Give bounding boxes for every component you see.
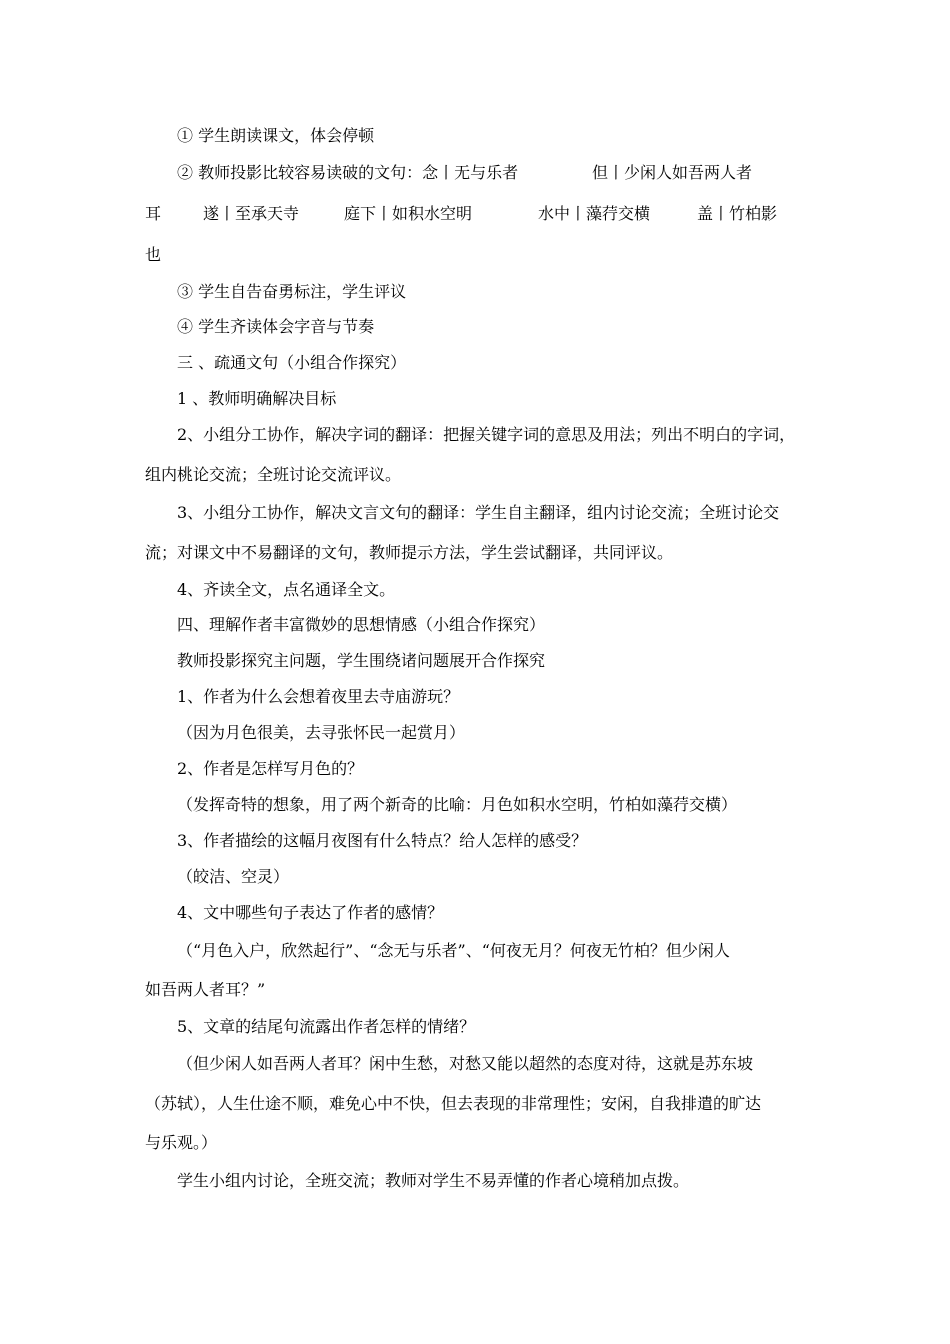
section-3-heading: 三 、疏通文句（小组合作探究）	[177, 353, 407, 372]
question-3: 3、作者描绘的这幅月夜图有什么特点？给人怎样的感受？	[177, 831, 588, 850]
pause-example: 遂丨至承天寺	[203, 204, 300, 223]
answer-1: （因为月色很美，去寻张怀民一起赏月）	[177, 723, 466, 742]
answer-2: （发挥奇特的想象，用了两个新奇的比喻：月色如积水空明，竹柏如藻荇交横）	[177, 795, 738, 814]
section-3-item-1: 1 、教师明确解决目标	[177, 389, 337, 408]
answer-5-end: 与乐观。）	[145, 1133, 218, 1152]
question-5: 5、文章的结尾句流露出作者怎样的情绪？	[177, 1017, 476, 1036]
answer-4-cont: 如吾两人者耳？”	[145, 980, 266, 999]
section-3-item-4: 4、齐读全文，点名通译全文。	[177, 580, 396, 599]
step-4-read-together: ④ 学生齐读体会字音与节奏	[177, 317, 375, 336]
answer-3: （皎洁、空灵）	[177, 867, 290, 886]
pause-example: 但丨少闲人如吾两人者	[592, 163, 753, 182]
pause-example: 水中丨藻荇交横	[538, 204, 651, 223]
section-3-item-2: 2、小组分工协作，解决字词的翻译：把握关键字词的意思及用法；列出不明白的字词，	[177, 425, 796, 444]
question-2: 2、作者是怎样写月色的？	[177, 759, 364, 778]
answer-4: （“月色入户，欣然起行”、“念无与乐者”、“何夜无月？何夜无竹柏？但少闲人	[177, 941, 730, 960]
pause-example: 也	[145, 245, 162, 264]
section-3-item-2-cont: 组内桃论交流；全班讨论交流评议。	[145, 465, 402, 484]
pause-example: 庭下丨如积水空明	[344, 204, 473, 223]
step-1-read-aloud: ① 学生朗读课文，体会停顿	[177, 126, 375, 145]
section-4-intro: 教师投影探究主问题，学生围绕诸问题展开合作探究	[177, 651, 546, 670]
pause-examples-line-2	[0, 204, 950, 224]
section-3-item-3-cont: 流；对课文中不易翻译的文句，教师提示方法，学生尝试翻译，共同评议。	[145, 543, 674, 562]
section-4-heading: 四、理解作者丰富微妙的思想情感（小组合作探究）	[177, 615, 546, 634]
pause-example: 耳	[145, 204, 162, 223]
step-2-projection: ② 教师投影比较容易读破的文句：念丨无与乐者	[177, 163, 519, 182]
answer-5: （但少闲人如吾两人者耳？闲中生愁，对愁又能以超然的态度对待，这就是苏东坡	[177, 1054, 754, 1073]
answer-5-cont: （苏轼），人生仕途不顺，难免心中不快，但去表现的非常理性；安闲，自我排遣的旷达	[145, 1094, 762, 1113]
question-4: 4、文中哪些句子表达了作者的感情？	[177, 903, 444, 922]
pause-example: 盖丨竹柏影	[697, 204, 778, 223]
pause-examples-line-1	[0, 163, 950, 183]
step-3-annotate: ③ 学生自告奋勇标注，学生评议	[177, 282, 407, 301]
closing-activity: 学生小组内讨论，全班交流；教师对学生不易弄懂的作者心境稍加点拨。	[177, 1171, 690, 1190]
section-3-item-3: 3、小组分工协作，解决文言文句的翻译：学生自主翻译，组内讨论交流；全班讨论交	[177, 503, 780, 522]
question-1: 1、作者为什么会想着夜里去寺庙游玩？	[177, 687, 460, 706]
